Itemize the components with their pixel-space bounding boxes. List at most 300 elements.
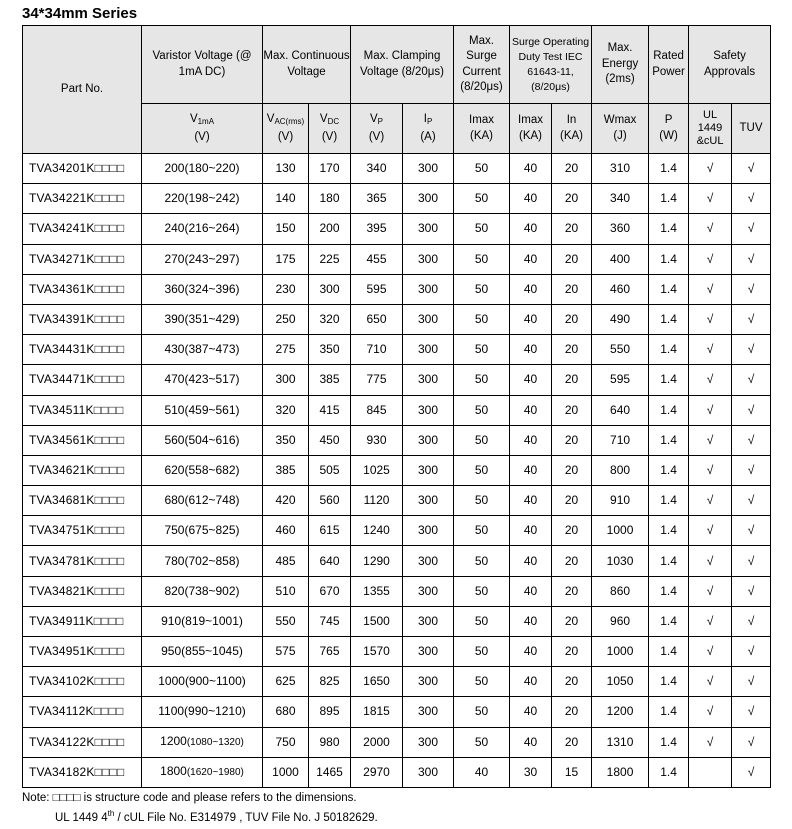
- ul-approval-cell: √: [689, 244, 732, 274]
- imax-duty-cell: 40: [510, 184, 552, 214]
- ul-approval-cell: √: [689, 606, 732, 636]
- vdc-cell: 320: [309, 304, 351, 334]
- vdc-cell: 385: [309, 365, 351, 395]
- table-row: [23, 154, 771, 184]
- part-no-cell: TVA34511K□□□□: [23, 395, 142, 425]
- ip-cell: 300: [403, 304, 454, 334]
- imax-duty-cell: 40: [510, 425, 552, 455]
- wmax-cell: 310: [592, 154, 649, 184]
- vdc-cell: 170: [309, 154, 351, 184]
- part-no-cell: TVA34561K□□□□: [23, 425, 142, 455]
- rated-power-cell: 1.4: [649, 757, 689, 787]
- vac-cell: 485: [263, 546, 309, 576]
- tuv-approval-cell: √: [732, 214, 771, 244]
- footnote: [22, 791, 378, 826]
- ip-cell: 300: [403, 727, 454, 757]
- imax-duty-cell: 40: [510, 516, 552, 546]
- ul-approval-cell: √: [689, 184, 732, 214]
- spec-table: [22, 25, 771, 788]
- table-row: [23, 697, 771, 727]
- imax-cell: 50: [454, 576, 510, 606]
- vp-cell: 365: [351, 184, 403, 214]
- wmax-cell: 1200: [592, 697, 649, 727]
- tuv-approval-cell: √: [732, 516, 771, 546]
- rated-power-cell: 1.4: [649, 516, 689, 546]
- ul-approval-cell: √: [689, 154, 732, 184]
- in-cell: 20: [552, 244, 592, 274]
- vp-cell: 845: [351, 395, 403, 425]
- rated-power-cell: 1.4: [649, 486, 689, 516]
- varistor-voltage-cell: 620(558~682): [142, 455, 263, 485]
- ip-cell: 300: [403, 546, 454, 576]
- imax-cell: 50: [454, 546, 510, 576]
- header-surge-duty-test: Surge Operating Duty Test IEC 61643-11, (8/20μs): [510, 26, 592, 104]
- subheader-ul: UL 1449 &cUL: [689, 104, 732, 154]
- rated-power-cell: 1.4: [649, 455, 689, 485]
- subheader-in: In (KA): [552, 104, 592, 154]
- wmax-cell: 860: [592, 576, 649, 606]
- imax-duty-cell: 40: [510, 244, 552, 274]
- tuv-approval-cell: √: [732, 244, 771, 274]
- vp-cell: 1570: [351, 637, 403, 667]
- ul-approval-cell: √: [689, 546, 732, 576]
- imax-cell: 50: [454, 425, 510, 455]
- tuv-approval-cell: √: [732, 184, 771, 214]
- vp-cell: 710: [351, 335, 403, 365]
- rated-power-cell: 1.4: [649, 304, 689, 334]
- imax-cell: 50: [454, 395, 510, 425]
- ip-cell: 300: [403, 697, 454, 727]
- table-row: [23, 304, 771, 334]
- wmax-cell: 490: [592, 304, 649, 334]
- vdc-cell: 350: [309, 335, 351, 365]
- vp-cell: 455: [351, 244, 403, 274]
- varistor-voltage-cell: 360(324~396): [142, 274, 263, 304]
- imax-duty-cell: 40: [510, 606, 552, 636]
- varistor-voltage-cell: 220(198~242): [142, 184, 263, 214]
- header-safety-approvals: Safety Approvals: [689, 26, 771, 104]
- vp-cell: 1240: [351, 516, 403, 546]
- rated-power-cell: 1.4: [649, 697, 689, 727]
- in-cell: 20: [552, 516, 592, 546]
- imax-duty-cell: 40: [510, 727, 552, 757]
- in-cell: 20: [552, 214, 592, 244]
- table-row: [23, 727, 771, 757]
- in-cell: 20: [552, 154, 592, 184]
- ip-cell: 300: [403, 576, 454, 606]
- wmax-cell: 595: [592, 365, 649, 395]
- vac-cell: 680: [263, 697, 309, 727]
- imax-cell: 50: [454, 637, 510, 667]
- varistor-voltage-cell: 680(612~748): [142, 486, 263, 516]
- imax-cell: 50: [454, 244, 510, 274]
- tuv-approval-cell: √: [732, 425, 771, 455]
- ul-approval-cell: √: [689, 637, 732, 667]
- vac-cell: 420: [263, 486, 309, 516]
- ul-approval-cell: √: [689, 455, 732, 485]
- header-max-surge-current: Max. Surge Current (8/20μs): [454, 26, 510, 104]
- in-cell: 20: [552, 335, 592, 365]
- ul-approval-cell: √: [689, 516, 732, 546]
- part-no-cell: TVA34471K□□□□: [23, 365, 142, 395]
- vac-cell: 150: [263, 214, 309, 244]
- imax-duty-cell: 40: [510, 667, 552, 697]
- vdc-cell: 415: [309, 395, 351, 425]
- in-cell: 20: [552, 576, 592, 606]
- vdc-cell: 200: [309, 214, 351, 244]
- in-cell: 20: [552, 546, 592, 576]
- in-cell: 20: [552, 455, 592, 485]
- imax-cell: 50: [454, 335, 510, 365]
- ip-cell: 300: [403, 637, 454, 667]
- imax-cell: 50: [454, 727, 510, 757]
- part-no-cell: TVA34781K□□□□: [23, 546, 142, 576]
- rated-power-cell: 1.4: [649, 214, 689, 244]
- varistor-voltage-cell: 750(675~825): [142, 516, 263, 546]
- subheader-wmax: Wmax (J): [592, 104, 649, 154]
- rated-power-cell: 1.4: [649, 365, 689, 395]
- header-part-no: Part No.: [23, 26, 142, 154]
- vac-cell: 140: [263, 184, 309, 214]
- tuv-approval-cell: √: [732, 154, 771, 184]
- wmax-cell: 960: [592, 606, 649, 636]
- vac-cell: 320: [263, 395, 309, 425]
- imax-cell: 50: [454, 184, 510, 214]
- tuv-approval-cell: √: [732, 455, 771, 485]
- imax-duty-cell: 40: [510, 546, 552, 576]
- table-row: [23, 637, 771, 667]
- ul-approval-cell: √: [689, 576, 732, 606]
- header-rated-power: Rated Power: [649, 26, 689, 104]
- imax-duty-cell: 40: [510, 304, 552, 334]
- vp-cell: 1025: [351, 455, 403, 485]
- vp-cell: 1815: [351, 697, 403, 727]
- tuv-approval-cell: √: [732, 274, 771, 304]
- vp-cell: 1355: [351, 576, 403, 606]
- imax-cell: 50: [454, 667, 510, 697]
- vdc-cell: 670: [309, 576, 351, 606]
- varistor-voltage-cell: 560(504~616): [142, 425, 263, 455]
- vp-cell: 395: [351, 214, 403, 244]
- table-row: [23, 576, 771, 606]
- vdc-cell: 640: [309, 546, 351, 576]
- part-no-cell: TVA34201K□□□□: [23, 154, 142, 184]
- part-no-cell: TVA34182K□□□□: [23, 757, 142, 787]
- vdc-cell: 980: [309, 727, 351, 757]
- part-no-cell: TVA34271K□□□□: [23, 244, 142, 274]
- varistor-voltage-cell: 270(243~297): [142, 244, 263, 274]
- subheader-vac: $V_{AC(rms)}$ (V): [263, 104, 309, 154]
- wmax-cell: 800: [592, 455, 649, 485]
- imax-cell: 50: [454, 154, 510, 184]
- rated-power-cell: 1.4: [649, 727, 689, 757]
- tuv-approval-cell: √: [732, 365, 771, 395]
- ip-cell: 300: [403, 667, 454, 697]
- table-row: [23, 395, 771, 425]
- vp-cell: 595: [351, 274, 403, 304]
- ip-cell: 300: [403, 395, 454, 425]
- vdc-cell: 615: [309, 516, 351, 546]
- ip-cell: 300: [403, 154, 454, 184]
- table-row: [23, 335, 771, 365]
- vdc-cell: 825: [309, 667, 351, 697]
- ip-cell: 300: [403, 516, 454, 546]
- in-cell: 20: [552, 486, 592, 516]
- vac-cell: 550: [263, 606, 309, 636]
- subheader-ip: $I_P$ (A): [403, 104, 454, 154]
- ul-approval-cell: √: [689, 727, 732, 757]
- vdc-cell: 1465: [309, 757, 351, 787]
- varistor-voltage-cell: 950(855~1045): [142, 637, 263, 667]
- vac-cell: 350: [263, 425, 309, 455]
- wmax-cell: 640: [592, 395, 649, 425]
- imax-duty-cell: 40: [510, 486, 552, 516]
- tuv-approval-cell: √: [732, 395, 771, 425]
- header-max-continuous-voltage: Max. Continuous Voltage: [263, 26, 351, 104]
- tuv-approval-cell: √: [732, 486, 771, 516]
- rated-power-cell: 1.4: [649, 184, 689, 214]
- part-no-cell: TVA34431K□□□□: [23, 335, 142, 365]
- imax-duty-cell: 40: [510, 335, 552, 365]
- rated-power-cell: 1.4: [649, 606, 689, 636]
- table-row: [23, 365, 771, 395]
- vdc-cell: 300: [309, 274, 351, 304]
- tuv-approval-cell: √: [732, 546, 771, 576]
- in-cell: 20: [552, 184, 592, 214]
- ul-approval-cell: [689, 757, 732, 787]
- ip-cell: 300: [403, 274, 454, 304]
- ul-approval-cell: √: [689, 486, 732, 516]
- note-line-2: UL 1449 4th / cUL File No. E314979 , TUV File No. J 50182629.: [55, 809, 378, 824]
- table-row: [23, 455, 771, 485]
- in-cell: 20: [552, 365, 592, 395]
- tuv-approval-cell: √: [732, 667, 771, 697]
- vac-cell: 275: [263, 335, 309, 365]
- vac-cell: 300: [263, 365, 309, 395]
- wmax-cell: 1050: [592, 667, 649, 697]
- imax-cell: 50: [454, 455, 510, 485]
- varistor-voltage-cell: 1100(990~1210): [142, 697, 263, 727]
- rated-power-cell: 1.4: [649, 425, 689, 455]
- in-cell: 20: [552, 425, 592, 455]
- imax-duty-cell: 40: [510, 154, 552, 184]
- vp-cell: 1650: [351, 667, 403, 697]
- wmax-cell: 360: [592, 214, 649, 244]
- vac-cell: 130: [263, 154, 309, 184]
- subheader-imax: Imax (KA): [454, 104, 510, 154]
- table-row: [23, 244, 771, 274]
- tuv-approval-cell: √: [732, 304, 771, 334]
- table-row: [23, 214, 771, 244]
- wmax-cell: 1000: [592, 516, 649, 546]
- wmax-cell: 340: [592, 184, 649, 214]
- part-no-cell: TVA34621K□□□□: [23, 455, 142, 485]
- wmax-cell: 550: [592, 335, 649, 365]
- vdc-cell: 765: [309, 637, 351, 667]
- table-row: [23, 606, 771, 636]
- in-cell: 20: [552, 667, 592, 697]
- vp-cell: 1290: [351, 546, 403, 576]
- varistor-voltage-cell: 390(351~429): [142, 304, 263, 334]
- in-cell: 20: [552, 727, 592, 757]
- subheader-tuv: TUV: [732, 104, 771, 154]
- vac-cell: 250: [263, 304, 309, 334]
- ip-cell: 300: [403, 425, 454, 455]
- rated-power-cell: 1.4: [649, 154, 689, 184]
- ul-approval-cell: √: [689, 365, 732, 395]
- in-cell: 20: [552, 395, 592, 425]
- tuv-approval-cell: √: [732, 606, 771, 636]
- wmax-cell: 460: [592, 274, 649, 304]
- part-no-cell: TVA34751K□□□□: [23, 516, 142, 546]
- varistor-voltage-cell: 200(180~220): [142, 154, 263, 184]
- varistor-voltage-cell: 240(216~264): [142, 214, 263, 244]
- subheader-vp: $V_P$ (V): [351, 104, 403, 154]
- wmax-cell: 710: [592, 425, 649, 455]
- tuv-approval-cell: √: [732, 697, 771, 727]
- vac-cell: 460: [263, 516, 309, 546]
- table-row: [23, 486, 771, 516]
- rated-power-cell: 1.4: [649, 637, 689, 667]
- imax-cell: 50: [454, 516, 510, 546]
- tuv-approval-cell: √: [732, 727, 771, 757]
- table-row: [23, 667, 771, 697]
- table-row: [23, 546, 771, 576]
- vdc-cell: 450: [309, 425, 351, 455]
- varistor-voltage-cell: 1800(1620~1980): [142, 757, 263, 787]
- vac-cell: 750: [263, 727, 309, 757]
- imax-cell: 50: [454, 606, 510, 636]
- header-max-energy: Max. Energy (2ms): [592, 26, 649, 104]
- ip-cell: 300: [403, 606, 454, 636]
- vp-cell: 340: [351, 154, 403, 184]
- vp-cell: 2970: [351, 757, 403, 787]
- vp-cell: 2000: [351, 727, 403, 757]
- vac-cell: 175: [263, 244, 309, 274]
- rated-power-cell: 1.4: [649, 395, 689, 425]
- header-varistor-voltage: Varistor Voltage (@ 1mA DC): [142, 26, 263, 104]
- part-no-cell: TVA34821K□□□□: [23, 576, 142, 606]
- ul-approval-cell: √: [689, 425, 732, 455]
- varistor-voltage-cell: 1000(900~1100): [142, 667, 263, 697]
- ip-cell: 300: [403, 365, 454, 395]
- varistor-voltage-cell: 510(459~561): [142, 395, 263, 425]
- part-no-cell: TVA34122K□□□□: [23, 727, 142, 757]
- part-no-cell: TVA34911K□□□□: [23, 606, 142, 636]
- table-row: [23, 516, 771, 546]
- imax-duty-cell: 40: [510, 395, 552, 425]
- subheader-imax-duty: Imax (KA): [510, 104, 552, 154]
- in-cell: 20: [552, 606, 592, 636]
- part-no-cell: TVA34391K□□□□: [23, 304, 142, 334]
- imax-duty-cell: 40: [510, 455, 552, 485]
- in-cell: 15: [552, 757, 592, 787]
- subheader-v1ma: $V_{1mA}$ (V): [142, 104, 263, 154]
- wmax-cell: 1800: [592, 757, 649, 787]
- page-title: 34*34mm Series: [22, 5, 138, 22]
- rated-power-cell: 1.4: [649, 244, 689, 274]
- vdc-cell: 225: [309, 244, 351, 274]
- ul-approval-cell: √: [689, 274, 732, 304]
- tuv-approval-cell: √: [732, 335, 771, 365]
- table-row: [23, 184, 771, 214]
- varistor-voltage-cell: 820(738~902): [142, 576, 263, 606]
- varistor-voltage-cell: 1200(1080~1320): [142, 727, 263, 757]
- part-no-cell: TVA34112K□□□□: [23, 697, 142, 727]
- imax-cell: 50: [454, 274, 510, 304]
- ip-cell: 300: [403, 335, 454, 365]
- imax-duty-cell: 30: [510, 757, 552, 787]
- rated-power-cell: 1.4: [649, 667, 689, 697]
- wmax-cell: 910: [592, 486, 649, 516]
- vac-cell: 510: [263, 576, 309, 606]
- in-cell: 20: [552, 637, 592, 667]
- vdc-cell: 180: [309, 184, 351, 214]
- wmax-cell: 1030: [592, 546, 649, 576]
- tuv-approval-cell: √: [732, 637, 771, 667]
- imax-duty-cell: 40: [510, 274, 552, 304]
- in-cell: 20: [552, 304, 592, 334]
- part-no-cell: TVA34361K□□□□: [23, 274, 142, 304]
- ip-cell: 300: [403, 214, 454, 244]
- vac-cell: 385: [263, 455, 309, 485]
- vdc-cell: 505: [309, 455, 351, 485]
- note-line-1: Note: □□□□ is structure code and please refers to the dimensions.: [22, 792, 357, 804]
- in-cell: 20: [552, 697, 592, 727]
- ul-approval-cell: √: [689, 395, 732, 425]
- imax-duty-cell: 40: [510, 576, 552, 606]
- part-no-cell: TVA34241K□□□□: [23, 214, 142, 244]
- vp-cell: 1120: [351, 486, 403, 516]
- varistor-voltage-cell: 910(819~1001): [142, 606, 263, 636]
- ul-approval-cell: √: [689, 214, 732, 244]
- imax-duty-cell: 40: [510, 637, 552, 667]
- vac-cell: 1000: [263, 757, 309, 787]
- ip-cell: 300: [403, 184, 454, 214]
- ul-approval-cell: √: [689, 667, 732, 697]
- wmax-cell: 1000: [592, 637, 649, 667]
- part-no-cell: TVA34681K□□□□: [23, 486, 142, 516]
- imax-duty-cell: 40: [510, 365, 552, 395]
- vp-cell: 930: [351, 425, 403, 455]
- header-max-clamping-voltage: Max. Clamping Voltage (8/20μs): [351, 26, 454, 104]
- varistor-voltage-cell: 780(702~858): [142, 546, 263, 576]
- vdc-cell: 745: [309, 606, 351, 636]
- table-row: [23, 757, 771, 787]
- imax-cell: 50: [454, 697, 510, 727]
- rated-power-cell: 1.4: [649, 576, 689, 606]
- imax-cell: 50: [454, 365, 510, 395]
- ul-approval-cell: √: [689, 335, 732, 365]
- ip-cell: 300: [403, 486, 454, 516]
- subheader-p: P (W): [649, 104, 689, 154]
- wmax-cell: 400: [592, 244, 649, 274]
- varistor-voltage-cell: 430(387~473): [142, 335, 263, 365]
- ip-cell: 300: [403, 455, 454, 485]
- rated-power-cell: 1.4: [649, 335, 689, 365]
- vp-cell: 650: [351, 304, 403, 334]
- tuv-approval-cell: √: [732, 576, 771, 606]
- ul-approval-cell: √: [689, 697, 732, 727]
- vac-cell: 575: [263, 637, 309, 667]
- vp-cell: 1500: [351, 606, 403, 636]
- vdc-cell: 560: [309, 486, 351, 516]
- part-no-cell: TVA34221K□□□□: [23, 184, 142, 214]
- table-row: [23, 274, 771, 304]
- table-row: [23, 425, 771, 455]
- vp-cell: 775: [351, 365, 403, 395]
- imax-cell: 50: [454, 486, 510, 516]
